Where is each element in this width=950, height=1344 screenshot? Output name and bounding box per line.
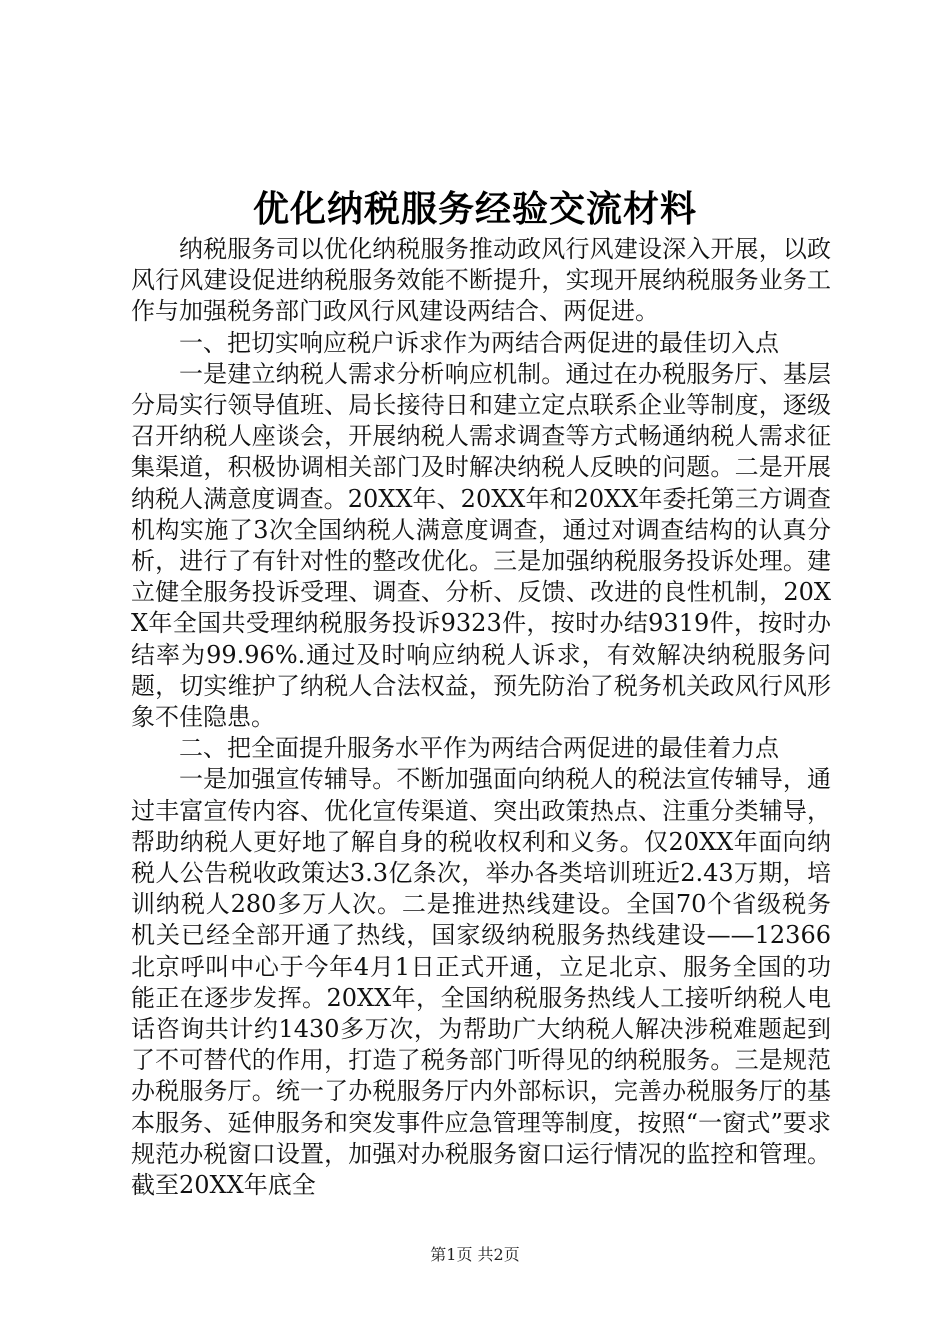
- section-heading-2: 二、把全面提升服务水平作为两结合两促进的最佳着力点: [179, 734, 779, 763]
- page-footer: 第1页 共2页: [430, 1245, 520, 1264]
- paragraph-section-2: 一是加强宣传辅导。不断加强面向纳税人的税法宣传辅导，通过丰富宣传内容、优化宣传渠道、突出政策热点、注重分类辅导，帮助纳税人更好地了解自身的税收权利和义务。仅20XX年面向纳税人公告税收政策达3.3亿条次，举办各类培训班近2.43万期，培训纳税人280多万人次。二是推进热线建设。全国70个省级税务机关已经全部开通了热线，国家级纳税服务热线建设——12366北京呼叫中心于今年4月1日正式开通，立足北京、服务全国的功能正在逐步发挥。20XX年，全国纳税服务热线人工接听纳税人电话咨询共计约1430多万次，为帮助广大纳税人解决涉税难题起到了不可替代的作用，打造了税务部门听得见的纳税服务。三是规范办税服务厅。统一了办税服务厅内外部标识，完善办税服务厅的基本服务、延伸服务和突发事件应急管理等制度，按照“一窗式”要求规范办税窗口设置，加强对办税服务窗口运行情况的监控和管理。截至20XX年底全: [131, 765, 831, 1200]
- paragraph-section-1: 一是建立纳税人需求分析响应机制。通过在办税服务厅、基层分局实行领导值班、局长接待日和建立定点联系企业等制度，逐级召开纳税人座谈会，开展纳税人需求调查等方式畅通纳税人需求征集渠道，积极协调相关部门及时解决纳税人反映的问题。二是开展纳税人满意度调查。20XX年、20XX年和20XX年委托第三方调查机构实施了3次全国纳税人满意度调查，通过对调查结构的认真分析，进行了有针对性的整改优化。三是加强纳税服务投诉处理。建立健全服务投诉受理、调查、分析、反馈、改进的良性机制，20XX年全国共受理纳税服务投诉9323件，按时办结9319件，按时办结率为99.96%.通过及时响应纳税人诉求，有效解决纳税服务问题，切实维护了纳税人合法权益，预先防治了税务机关政风行风形象不佳隐患。: [131, 359, 831, 732]
- paragraph-intro: 纳税服务司以优化纳税服务推动政风行风建设深入开展，以政风行风建设促进纳税服务效能不断提升，实现开展纳税服务业务工作与加强税务部门政风行风建设两结合、两促进。: [131, 235, 831, 326]
- document-title: 优化纳税服务经验交流材料: [252, 189, 697, 230]
- section-heading-1: 一、把切实响应税户诉求作为两结合两促进的最佳切入点: [179, 328, 779, 357]
- document-body: [131, 234, 831, 1201]
